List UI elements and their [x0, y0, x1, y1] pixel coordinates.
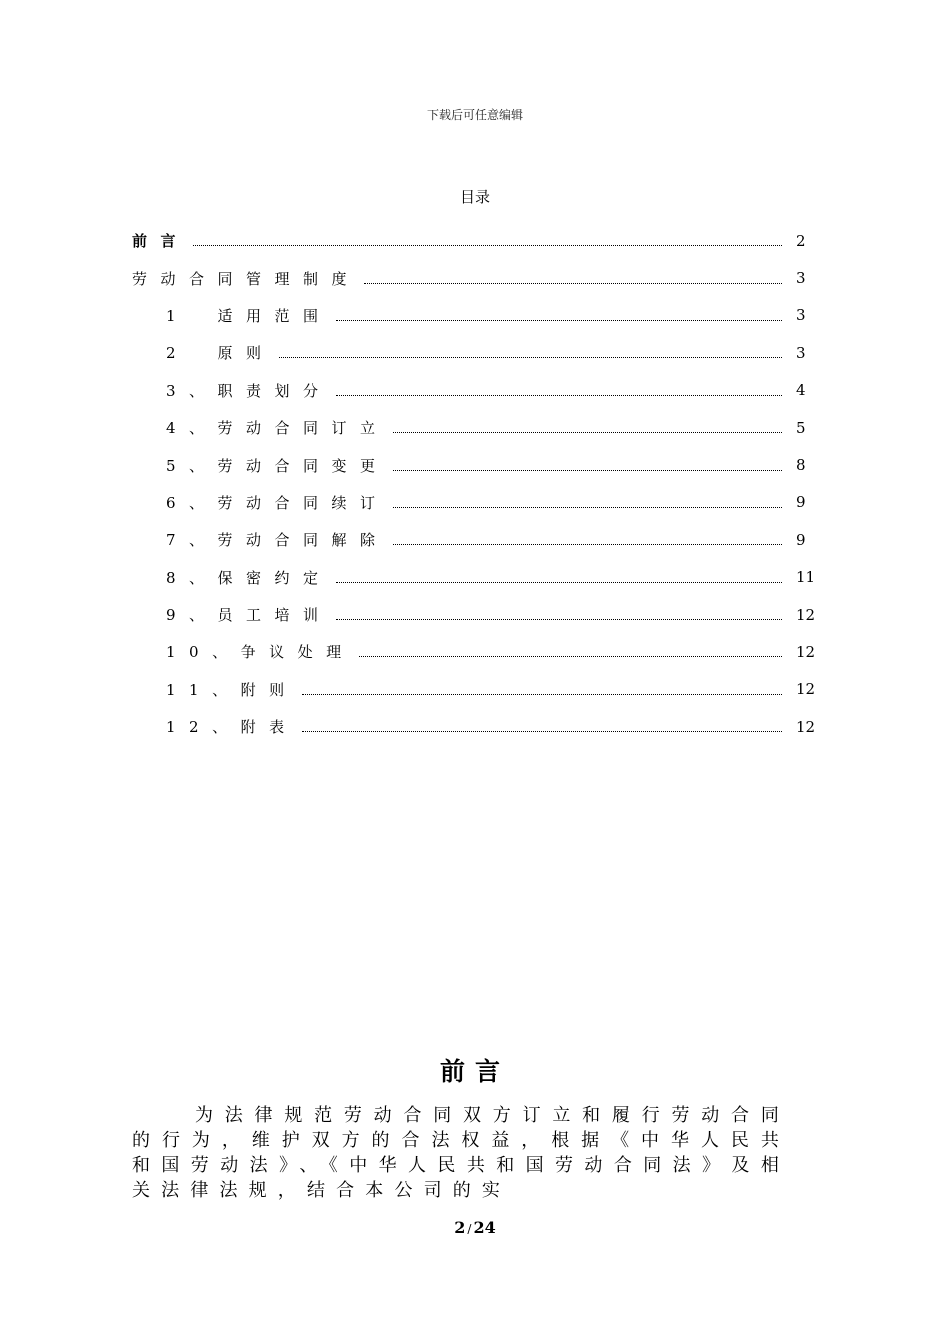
table-of-contents [132, 222, 820, 745]
toc-entry-label: 2 原则 [166, 344, 275, 363]
toc-entry[interactable] [132, 521, 820, 558]
toc-entry-label: 11、附则 [166, 680, 298, 699]
toc-entry-label: 劳动合同管理制度 [132, 269, 361, 288]
toc-leader [393, 470, 782, 471]
toc-entry-label: 7、劳动合同解除 [166, 531, 389, 550]
page-header: 下载后可任意编辑 [426, 108, 523, 122]
toc-entry[interactable] [132, 297, 820, 334]
toc-entry-label: 9、员工培训 [166, 606, 332, 625]
toc-leader [336, 395, 782, 396]
toc-entry[interactable] [132, 334, 820, 371]
section-title: 前言 [439, 1057, 510, 1086]
toc-entry[interactable] [132, 671, 820, 708]
toc-entry-page: 3 [796, 306, 806, 325]
toc-entry-page: 5 [796, 418, 806, 437]
toc-entry-page: 9 [796, 493, 806, 512]
toc-entry-label: 12、附表 [166, 718, 298, 737]
toc-title: 目录 [459, 188, 490, 206]
toc-entry-label: 1 适用范围 [166, 306, 332, 325]
toc-entry-label: 10、争议处理 [166, 643, 355, 662]
toc-entry-label: 前言 [132, 232, 190, 251]
toc-leader [393, 507, 782, 508]
toc-leader [393, 544, 782, 545]
toc-leader [302, 731, 782, 732]
toc-entry-page: 12 [796, 605, 816, 624]
toc-entry-label: 5、劳动合同变更 [166, 456, 389, 475]
toc-entry-page: 2 [796, 231, 806, 250]
toc-entry-page: 3 [796, 269, 806, 288]
toc-entry-page: 11 [796, 568, 816, 587]
toc-entry-page: 4 [796, 381, 806, 400]
toc-entry[interactable] [132, 222, 820, 259]
toc-entry[interactable] [132, 708, 820, 745]
toc-leader [359, 656, 782, 657]
toc-entry-label: 6、劳动合同续订 [166, 493, 389, 512]
toc-entry-page: 3 [796, 343, 806, 362]
toc-entry-label: 3、职责划分 [166, 381, 332, 400]
toc-entry[interactable] [132, 259, 820, 296]
toc-entry[interactable] [132, 633, 820, 670]
toc-leader [336, 320, 782, 321]
toc-leader [393, 432, 782, 433]
toc-entry-page: 12 [796, 717, 816, 736]
total-pages: 24 [473, 1218, 496, 1237]
current-page: 2 [454, 1218, 466, 1237]
section-body-paragraph: 为法律规范劳动合同双方订立和履行劳动合同的行为，维护双方的合法权益，根据《中华人民共和国劳动法》、《中华人民共和国劳动合同法》及相关法律法规，结合本公司的实 [132, 1105, 790, 1201]
toc-leader [193, 245, 782, 246]
toc-entry-page: 9 [796, 530, 806, 549]
toc-entry-page: 12 [796, 680, 816, 699]
toc-entry-label: 4、劳动合同订立 [166, 419, 389, 438]
toc-leader [279, 357, 782, 358]
toc-entry-page: 12 [796, 642, 816, 661]
toc-leader [336, 619, 782, 620]
toc-entry-page: 8 [796, 456, 806, 475]
toc-leader [336, 582, 782, 583]
toc-entry-label: 8、保密约定 [166, 568, 332, 587]
page-number [0, 1218, 950, 1237]
toc-entry[interactable] [132, 372, 820, 409]
toc-entry[interactable] [132, 409, 820, 446]
toc-leader [302, 694, 782, 695]
toc-entry[interactable] [132, 484, 820, 521]
page-separator: / [467, 1222, 472, 1236]
toc-entry[interactable] [132, 559, 820, 596]
toc-entry[interactable] [132, 446, 820, 483]
toc-leader [364, 283, 782, 284]
toc-entry[interactable] [132, 596, 820, 633]
